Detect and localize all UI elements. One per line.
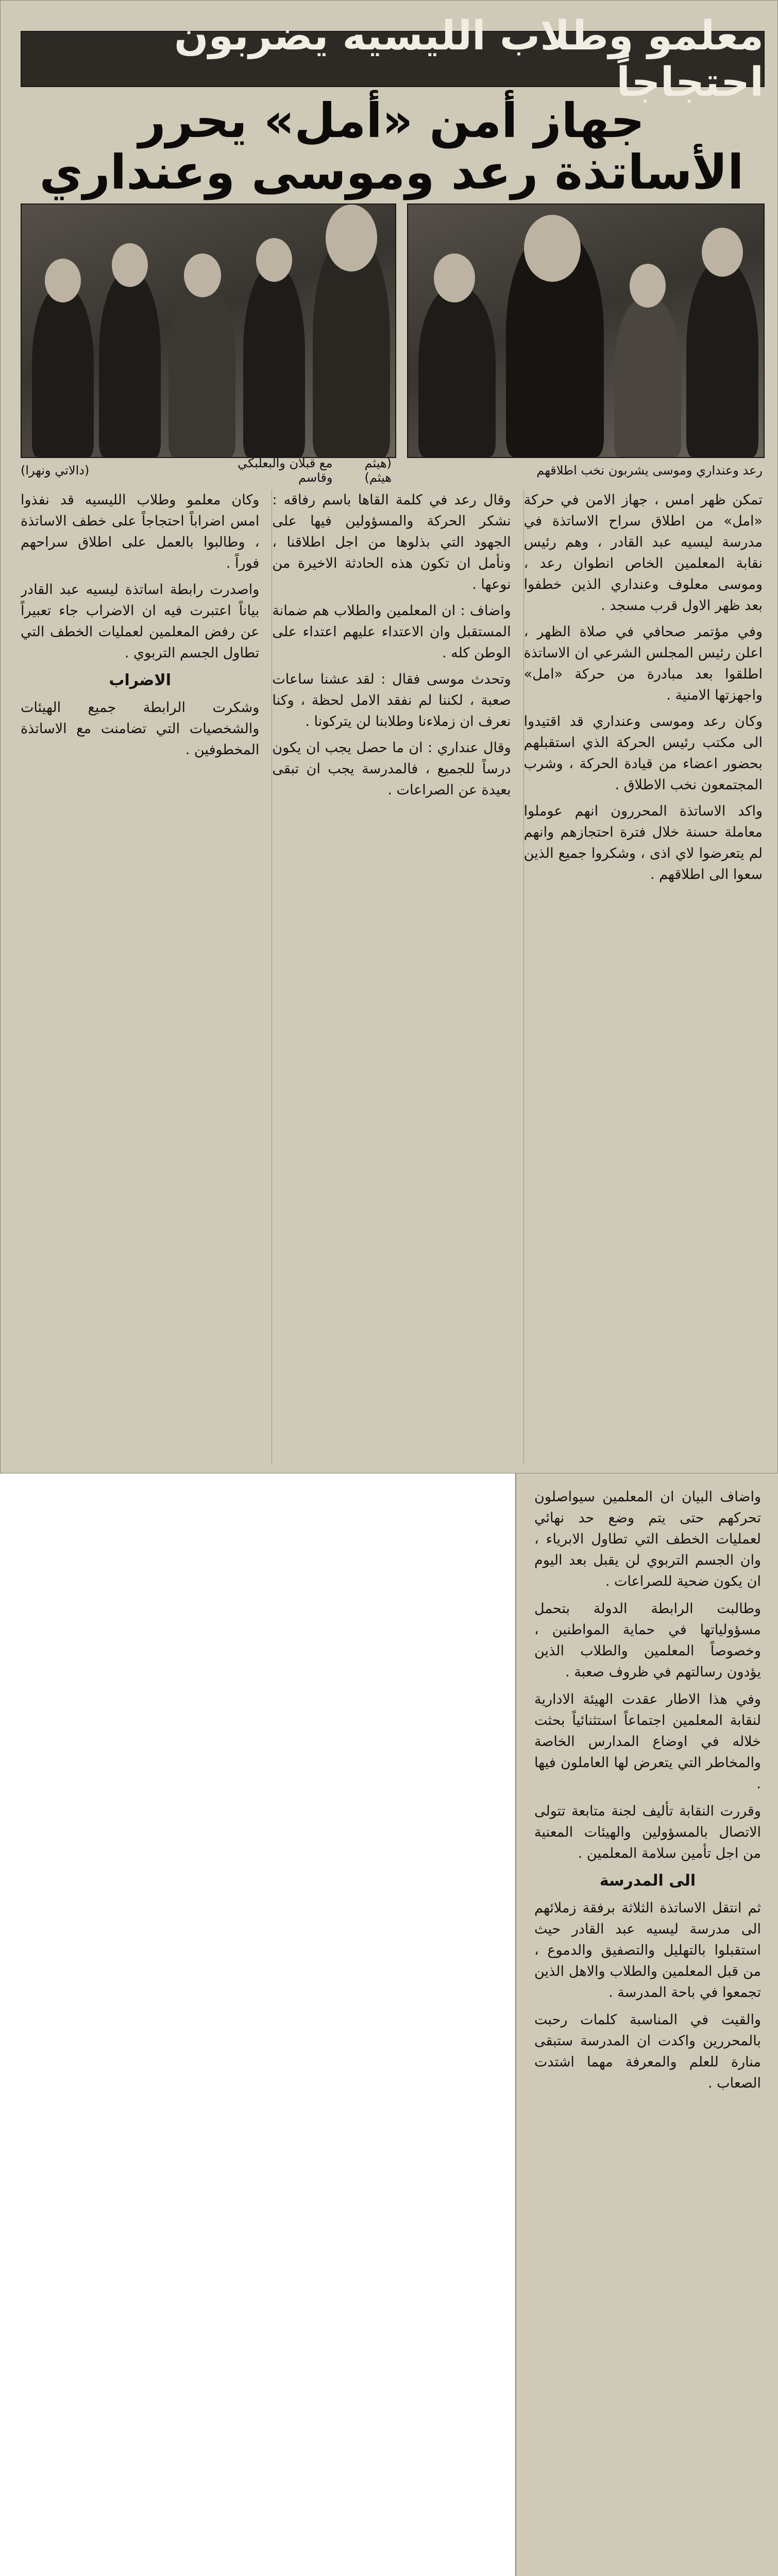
paragraph: وطالبت الرابطة الدولة بتحمل مسؤولياتها في حماية المواطنين ، وخصوصاً المعلمين والطلاب الذين يؤدون رسالتهم في ظروف صعبة . (534, 1601, 761, 1680)
paragraph: وشكرت الرابطة جميع الهيئات والشخصيات التي تضامنت مع الاساتذة المخطوفين . (21, 700, 260, 758)
paragraph: واضاف : ان المعلمين والطلاب هم ضمانة المستقبل وان الاعتداء عليهم اعتداء على الوطن كله . (272, 603, 511, 661)
paragraph: واصدرت رابطة اساتذة ليسيه عبد القادر بياناً اعتبرت فيه ان الاضراب جاء تعبيراً عن رفض المعلمين لعمليات الخطف التي تطاول الجسم التربوي . (21, 582, 260, 661)
article-columns (21, 489, 763, 1463)
headline-line-1: جهاز أمن «أمل» يحرر (138, 93, 645, 148)
paragraph: والقيت في المناسبة كلمات رحبت بالمحررين واكدت ان المدرسة ستبقى منارة للعلم والمعرفة مهما اشتدت الصعاب . (534, 2012, 761, 2091)
celebration-photo-right (407, 204, 765, 458)
paragraph: تمكن ظهر امس ، جهاز الامن في حركة «امل» من اطلاق سراح الاساتذة في مدرسة ليسيه عبد القادر ، وهم رئيس نقابة المعلمين الخاص انطوان رعد ، وموسى معلوف وعنداري الذين خطفوا بعد ظهر الاول قرب مسجد . (523, 492, 763, 614)
paragraph: وقررت النقابة تأليف لجنة متابعة تتولى الاتصال بالمسؤولين والهيئات المعنية من اجل تأمين سلامة المعلمين . (534, 1803, 761, 1861)
photo-caption-left (206, 456, 392, 485)
paragraph: وكان معلمو وطلاب الليسيه قد نفذوا امس اضراباً احتجاجاً على خطف الاساتذة ، وطالبوا بالعمل على اطلاق سراحهم فوراً . (21, 492, 260, 571)
headline-line-2: الأساتذة رعد وموسى وعنداري (39, 145, 744, 200)
section-subhead: الاضراب (109, 671, 172, 689)
section-subhead: الى المدرسة (599, 1872, 696, 1890)
photo-caption-right: رعد وعنداري وموسى يشربون نخب اطلاقهم (536, 463, 763, 478)
photo-credit-a: (هيثم هيثم) (364, 456, 392, 485)
continuation-strip (515, 1473, 778, 2576)
group-photo-left (21, 204, 396, 458)
paragraph: وكان رعد وموسى وعنداري قد اقتيدوا الى مكتب رئيس الحركة الذي استقبلهم بحضور اعضاء من قيادة الحركة ، وشرب المجتمعون نخب الاطلاق . (523, 714, 763, 793)
paragraph: وتحدث موسى فقال : لقد عشنا ساعات صعبة ، لكننا لم نفقد الامل لحظة ، وكنا نعرف ان زملاءنا وطلابنا لن يتركونا . (272, 671, 511, 730)
paragraph: وفي هذا الاطار عقدت الهيئة الادارية لنقابة المعلمين اجتماعاً استثنائياً بحثت خلاله في اوضاع المدارس الخاصة والمخاطر التي يتعرض لها العاملون فيها . (534, 1691, 761, 1792)
photo-credit-b: (دالاتي ونهرا) (21, 463, 90, 478)
article-column-3 (21, 489, 259, 1463)
headline (21, 95, 763, 198)
paragraph: وفي مؤتمر صحافي في صلاة الظهر ، اعلن رئيس المجلس الشرعي ان الاساتذة اطلقوا بعد مبادرة من حركة «امل» واجهزتها الامنية . (523, 624, 763, 703)
paragraph: وقال عنداري : ان ما حصل يجب ان يكون درساً للجميع ، فالمدرسة يجب ان تبقى بعيدة عن الصراعات . (272, 740, 511, 798)
photo-caption-left-text: مع قبلان والبعلبكي وقاسم (238, 456, 333, 485)
continuation-column (534, 1486, 761, 2576)
paragraph: ثم انتقل الاساتذة الثلاثة برفقة زملائهم الى مدرسة ليسيه عبد القادر حيث استقبلوا بالتهليل والتصفيق والدموع ، من قبل المعلمين والطلاب والاهل الذين تجمعوا في باحة المدرسة . (534, 1900, 761, 2001)
paragraph: واضاف البيان ان المعلمين سيواصلون تحركهم حتى يتم وضع حد نهائي لعمليات الخطف التي تطاول الابرياء ، وان الجسم التربوي لن يقبل بعد اليوم ان يكون ضحية للصراعات . (534, 1489, 761, 1589)
article-column-2 (272, 489, 511, 1463)
paragraph: وقال رعد في كلمة القاها باسم رفاقه : نشكر الحركة والمسؤولين فيها على الجهود التي بذلوها من اجل اطلاقنا ، ونأمل ان تكون هذه الحادثة الاخيرة من نوعها . (272, 492, 511, 592)
paragraph: واكد الاساتذة المحررون انهم عوملوا معاملة حسنة خلال فترة احتجازهم وانهم لم يتعرضوا لاي اذى ، وشكروا جميع الذين سعوا الى اطلاقهم . (523, 803, 763, 883)
kicker-banner: معلمو وطلاب الليسيه يضربون احتجاجاً (21, 31, 765, 87)
article-column-1 (523, 489, 763, 1463)
